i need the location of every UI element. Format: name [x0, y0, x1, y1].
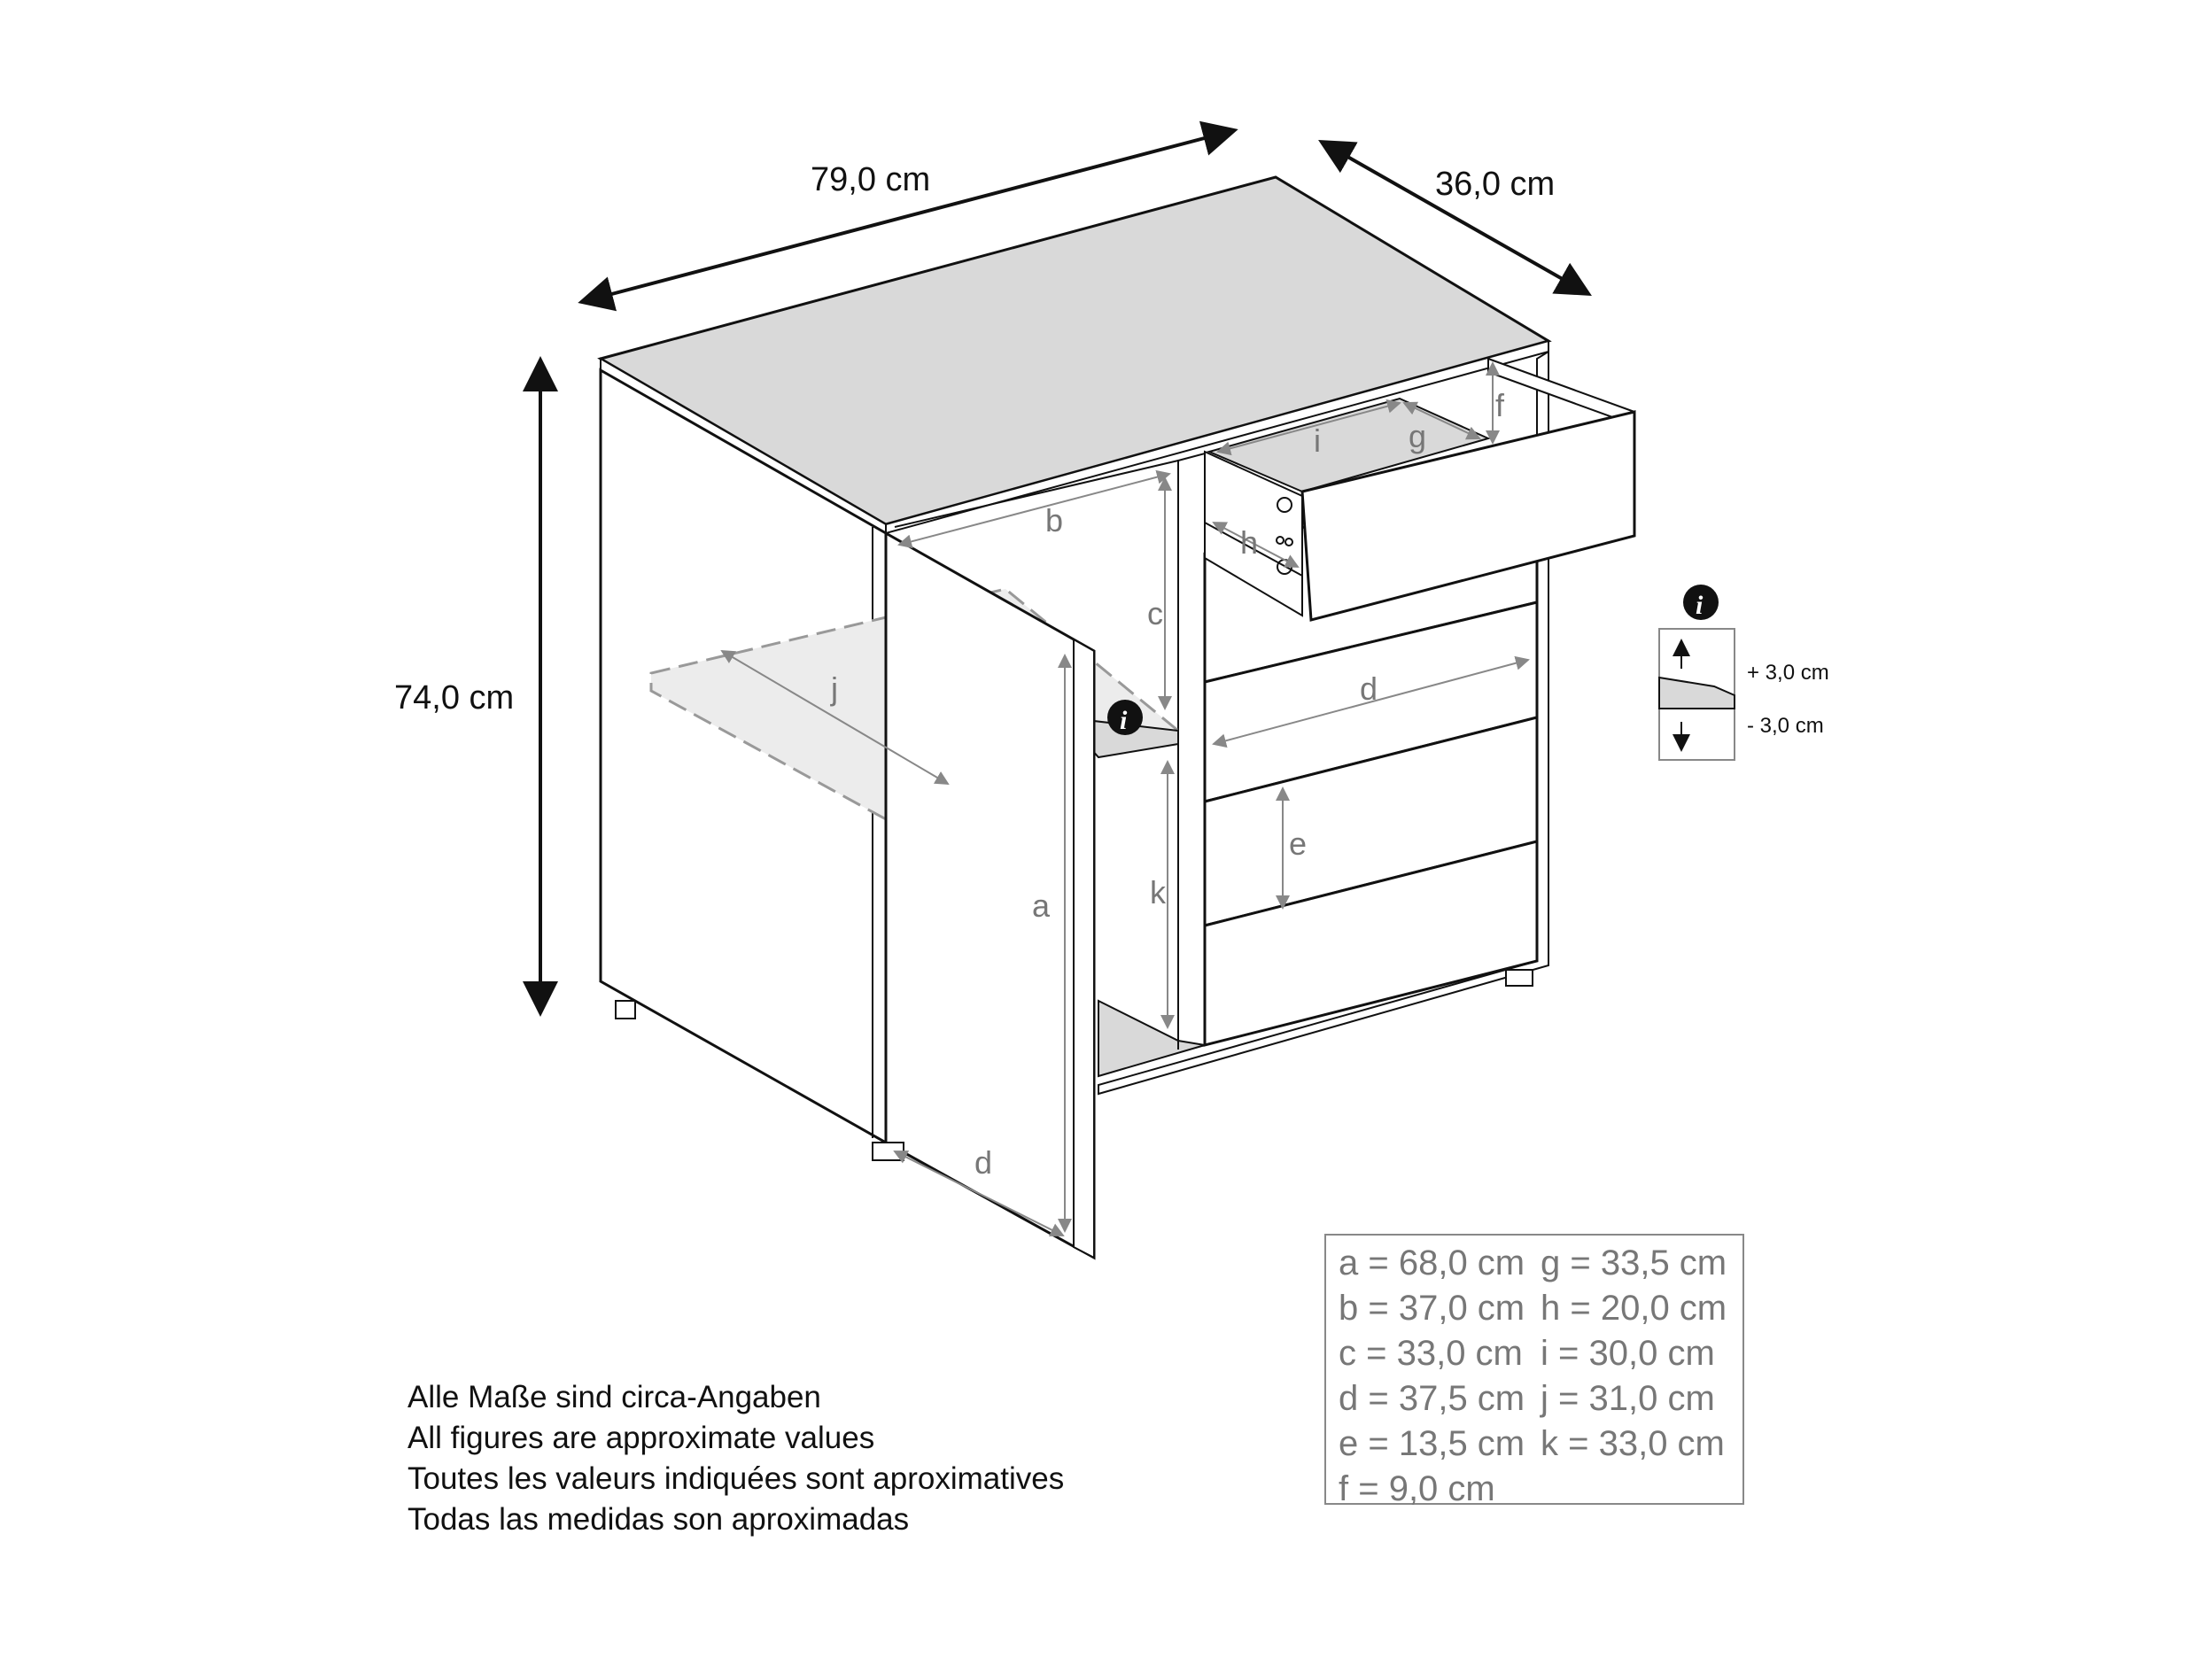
svg-text:i: i	[1120, 706, 1128, 735]
legend-entry: d = 37,5 cm	[1339, 1379, 1525, 1418]
foot-front	[873, 1143, 904, 1160]
part-label-d-door: d	[974, 1144, 993, 1181]
depth-label: 36,0 cm	[1435, 166, 1556, 203]
part-label-a: a	[1032, 887, 1051, 924]
legend-entry: k = 33,0 cm	[1541, 1424, 1725, 1463]
note-line-es: Todas las medidas son aproximadas	[407, 1502, 910, 1537]
adjustment-down-label: - 3,0 cm	[1747, 714, 1824, 738]
foot-left	[616, 1001, 635, 1019]
legend-entry: h = 20,0 cm	[1541, 1289, 1727, 1328]
part-label-f: f	[1495, 387, 1505, 423]
part-label-d-drawer: d	[1360, 670, 1378, 707]
legend-row	[1339, 1331, 1742, 1376]
note-line-de: Alle Maße sind circa-Angaben	[407, 1380, 821, 1414]
height-label: 74,0 cm	[394, 679, 515, 717]
legend-row	[1339, 1467, 1742, 1512]
legend-row	[1339, 1286, 1742, 1331]
svg-text:i: i	[1696, 591, 1704, 620]
part-label-c: c	[1147, 595, 1163, 631]
drawer-side-right	[1488, 359, 1634, 425]
note-line-en: All figures are approximate values	[407, 1421, 875, 1455]
legend-entry: a = 68,0 cm	[1339, 1244, 1525, 1282]
info-icon	[1107, 700, 1143, 735]
legend-entry: i = 30,0 cm	[1541, 1334, 1715, 1373]
legend-row	[1339, 1376, 1742, 1422]
part-label-h: h	[1240, 524, 1259, 561]
part-label-e: e	[1289, 825, 1308, 862]
legend-row	[1339, 1241, 1742, 1286]
part-label-i: i	[1314, 422, 1321, 459]
door-edge	[1074, 639, 1094, 1258]
legend-entry: g = 33,5 cm	[1541, 1244, 1727, 1282]
approximate-note	[407, 1377, 1064, 1540]
part-label-g: g	[1409, 418, 1427, 454]
info-icon	[1683, 585, 1719, 620]
adjustment-up-label: + 3,0 cm	[1747, 661, 1829, 685]
legend-entry: e = 13,5 cm	[1339, 1424, 1525, 1463]
part-label-k: k	[1150, 874, 1166, 910]
legend-entry: c = 33,0 cm	[1339, 1334, 1523, 1373]
note-line-fr: Toutes les valeurs indiquées sont aproximatives	[407, 1461, 1065, 1496]
legend-entry	[1541, 1467, 1742, 1512]
legend-entry: b = 37,0 cm	[1339, 1289, 1525, 1328]
dimension-legend	[1324, 1234, 1744, 1508]
foot-right	[1506, 970, 1533, 986]
legend-row	[1339, 1422, 1742, 1467]
width-label: 79,0 cm	[811, 161, 931, 198]
part-label-j: j	[831, 670, 838, 707]
legend-entry: f = 9,0 cm	[1339, 1469, 1495, 1508]
legend-entry: j = 31,0 cm	[1541, 1379, 1715, 1418]
middle-divider	[1178, 453, 1205, 1052]
part-label-b: b	[1045, 502, 1064, 538]
